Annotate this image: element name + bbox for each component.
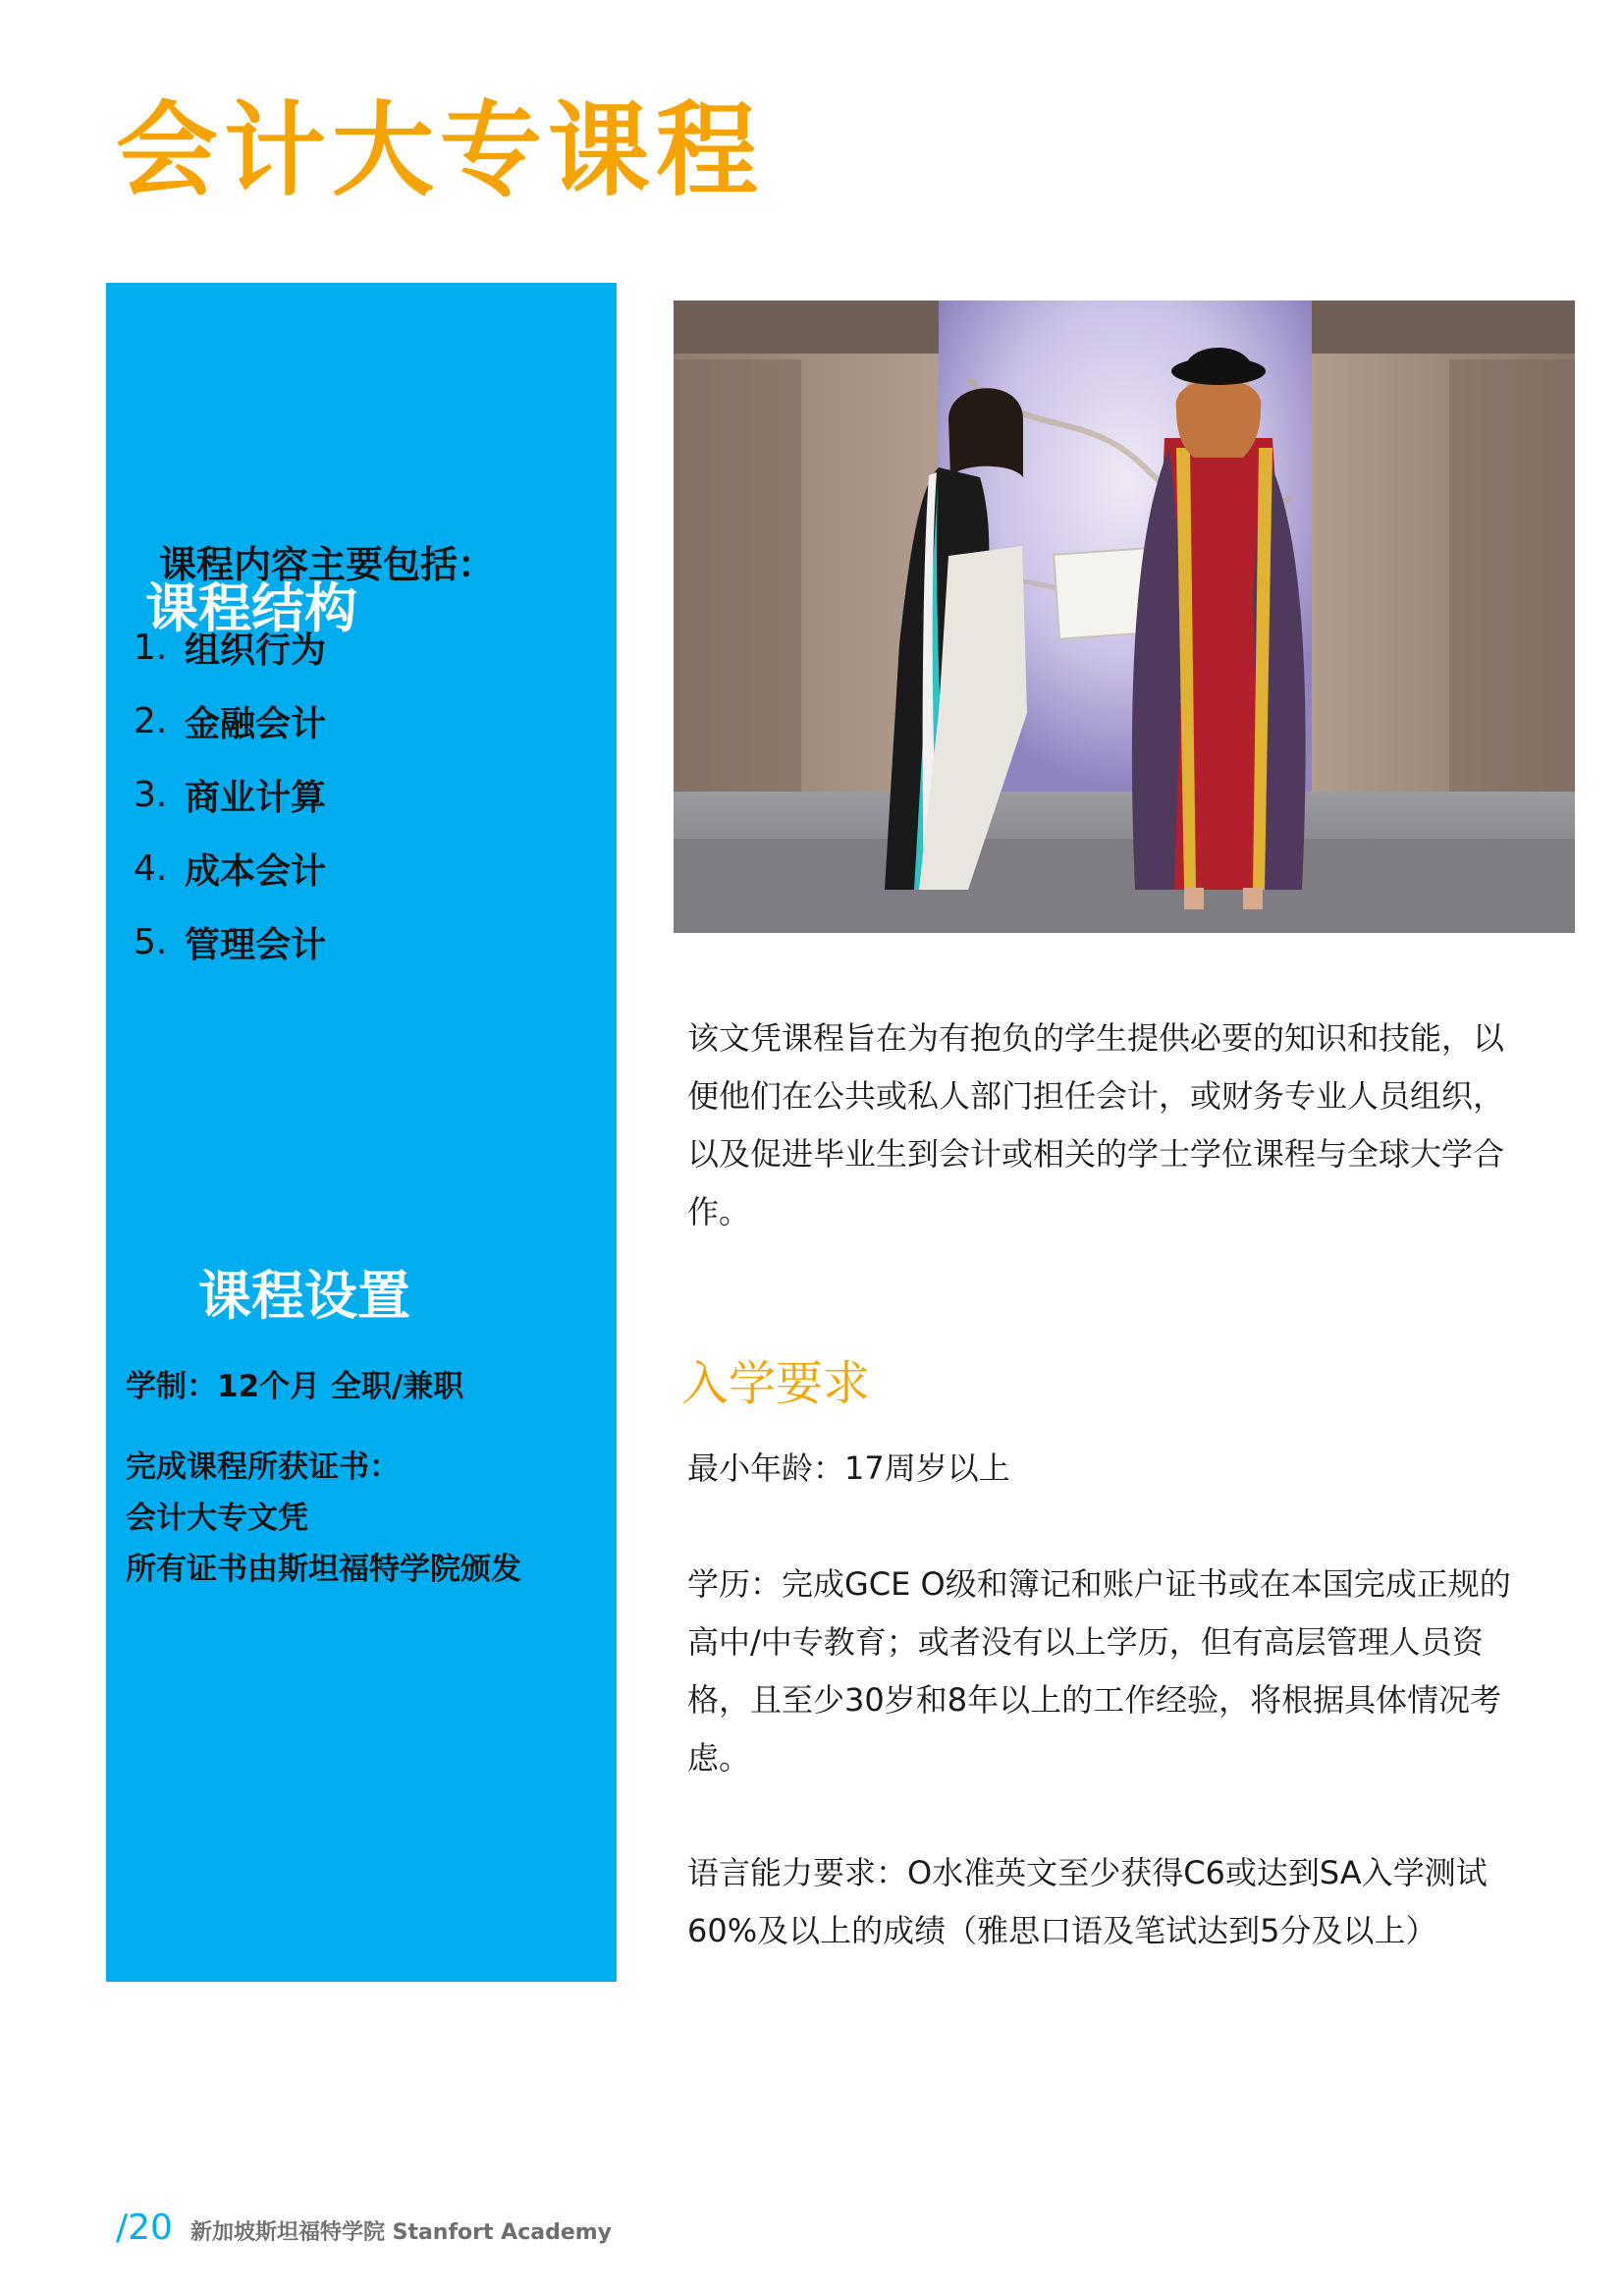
- page-title: 会计大专课程: [116, 90, 765, 210]
- list-item: [134, 684, 326, 758]
- list-item: [134, 832, 326, 905]
- list-item-number: 3.: [134, 775, 168, 815]
- list-item-number: 1.: [134, 628, 168, 668]
- course-structure-heading: 课程结构: [145, 577, 357, 639]
- requirement-education: 学历：完成GCE O级和簿记和账户证书或在本国完成正规的高中/中专教育；或者没有以上学历，但有高层管理人员资格，且至少30岁和8年以上的工作经验，将根据具体情况考虑。: [687, 1565, 1511, 1777]
- course-duration: 学制：12个月 全职/兼职: [126, 1369, 464, 1404]
- list-item: [134, 905, 326, 979]
- course-list: [134, 611, 326, 979]
- list-item-number: 5.: [134, 922, 168, 962]
- certificate-label: 完成课程所获证书：: [126, 1449, 400, 1485]
- list-item-label: 商业计算: [185, 778, 327, 818]
- admission-requirements-heading: 入学要求: [681, 1356, 871, 1411]
- sidebar-panel: [106, 283, 617, 1982]
- list-item-number: 4.: [134, 848, 168, 889]
- list-item-label: 管理会计: [185, 925, 327, 965]
- graduation-ceremony-photo: [674, 301, 1575, 933]
- program-description: 该文凭课程旨在为有抱负的学生提供必要的知识和技能，以便他们在公共或私人部门担任会计，或财务专业人员组织，以及促进毕业生到会计或相关的学士学位课程与全球大学合作。: [687, 1019, 1505, 1230]
- list-item-number: 2.: [134, 701, 168, 741]
- certificate-issuer: 所有证书由斯坦福特学院颁发: [126, 1552, 521, 1587]
- certificate-name: 会计大专文凭: [126, 1501, 308, 1536]
- school-name: 新加坡斯坦福特学院 Stanfort Academy: [189, 2220, 613, 2245]
- list-item-label: 组织行为: [185, 630, 327, 671]
- course-setting-heading: 课程设置: [198, 1265, 410, 1327]
- requirement-age: 最小年龄：17周岁以上: [687, 1449, 1010, 1487]
- list-item-label: 金融会计: [185, 704, 327, 744]
- page-footer: [116, 2208, 612, 2248]
- list-item: [134, 611, 326, 684]
- course-structure-intro: 课程内容主要包括：: [159, 543, 496, 586]
- page-number: /20: [116, 2208, 173, 2248]
- list-item: [134, 758, 326, 832]
- graduation-photo: [674, 301, 1575, 933]
- list-item-label: 成本会计: [185, 851, 327, 892]
- requirement-language: 语言能力要求：O水准英文至少获得C6或达到SA入学测试60%及以上的成绩（雅思口语及笔试达到5分及以上）: [687, 1854, 1488, 1949]
